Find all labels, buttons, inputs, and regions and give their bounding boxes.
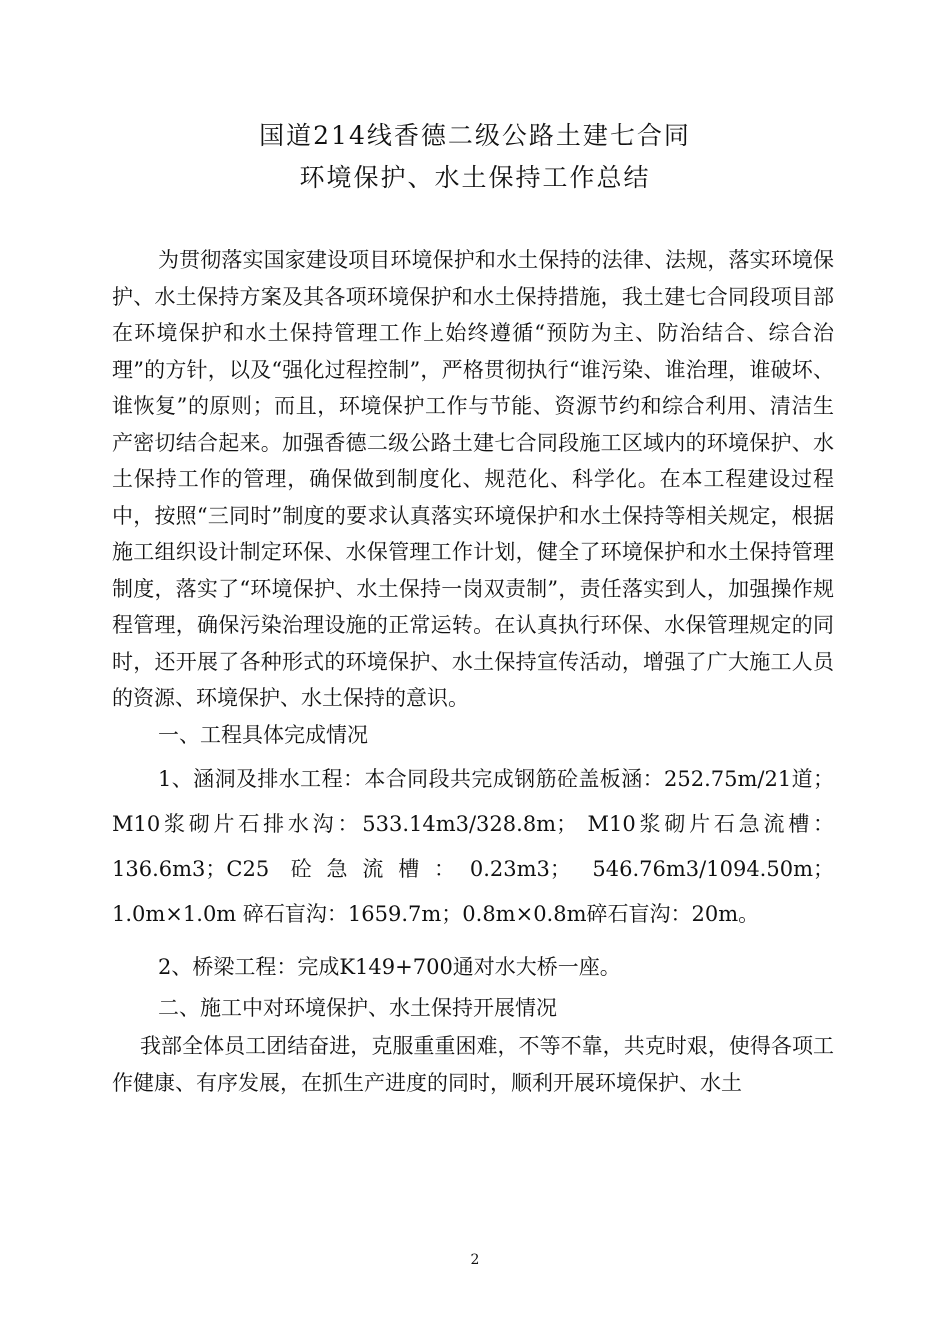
page-number: 2 — [470, 1252, 480, 1268]
list-item-bridges: 2、桥梁工程：完成K149+700通对水大桥一座。 — [158, 955, 621, 979]
section-heading-1: 一、工程具体完成情况 — [158, 722, 368, 747]
list-item-culverts: 1、涵洞及排水工程：本合同段共完成钢筋砼盖板涵：252.75m/21道；M10浆砌片石排水沟：533.14m3/328.8m； M10浆砌片石急流槽：136.6m3；C25 砼急流槽：0.23m3； 546.76m3/1094.50m；1.0m×1.0m 碎石盲沟：1659.7m；0.8m×0.8m碎石盲沟：20m。 — [112, 767, 834, 926]
document-title-line-1: 国道214线香德二级公路土建七合同 — [259, 121, 691, 150]
section-heading-2: 二、施工中对环境保护、水土保持开展情况 — [158, 995, 557, 1020]
document-body — [112, 242, 834, 1101]
intro-paragraph: 为贯彻落实国家建设项目环境保护和水土保持的法律、法规，落实环境保护、水土保持方案及其各项环境保护和水土保持措施，我土建七合同段项目部在环境保护和水土保持管理工作上始终遵循“预防为主、防治结合、综合治理”的方针，以及“强化过程控制”，严格贯彻执行“谁污染、谁治理，谁破坏、谁恢复”的原则；而且，环境保护工作与节能、资源节约和综合利用、清洁生产密切结合起来。加强香德二级公路土建七合同段施工区域内的环境保护、水土保持工作的管理，确保做到制度化、规范化、科学化。在本工程建设过程中，按照“三同时”制度的要求认真落实环境保护和水土保持等相关规定，根据施工组织设计制定环保、水保管理工作计划，健全了环境保护和水土保持管理制度，落实了“环境保护、水土保持一岗双责制”，责任落实到人，加强操作规程管理，确保污染治理设施的正常运转。在认真执行环保、水保管理规定的同时，还开展了各种形式的环境保护、水土保持宣传活动，增强了广大施工人员的资源、环境保护、水土保持的意识。 — [112, 248, 834, 710]
document-title-line-2: 环境保护、水土保持工作总结 — [299, 163, 651, 192]
closing-paragraph: 我部全体员工团结奋进，克服重重困难，不等不靠，共克时艰，使得各项工作健康、有序发展，在抓生产进度的同时，顺利开展环境保护、水土 — [112, 1034, 834, 1095]
